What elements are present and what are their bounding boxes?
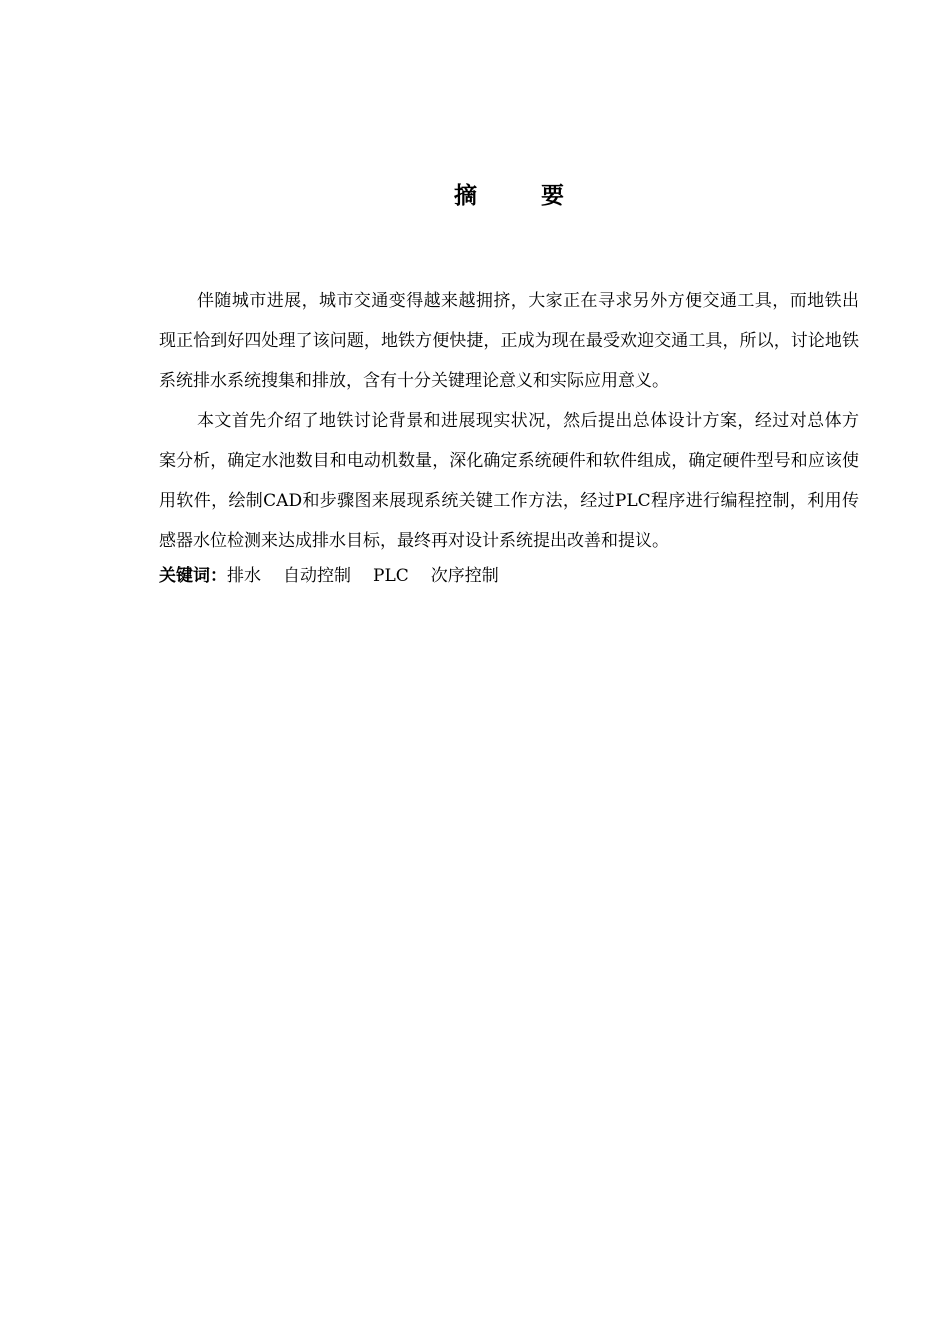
abstract-paragraph-1: 伴随城市进展，城市交通变得越来越拥挤，大家正在寻求另外方便交通工具，而地铁出现正恰到好四处理了该问题，地铁方便快捷，正成为现在最受欢迎交通工具，所以，讨论地铁系统排水系统搜集和排放，含有十分关键理论意义和实际应用意义。 [159,291,859,391]
keyword-item: PLC [373,566,409,586]
abstract-body [159,281,859,591]
keywords-line [159,561,859,591]
abstract-paragraph-2: 本文首先介绍了地铁讨论背景和进展现实状况，然后提出总体设计方案，经过对总体方案分析，确定水池数目和电动机数量，深化确定系统硬件和软件组成，确定硬件型号和应该使用软件，绘制CAD和步骤图来展现系统关键工作方法，经过PLC程序进行编程控制，利用传感器水位检测来达成排水目标，最终再对设计系统提出改善和提议。 [159,411,859,551]
keywords-label: 关键词： [159,566,227,586]
abstract-title: 摘 要 [453,183,592,209]
keyword-item: 排水 [227,566,261,586]
keyword-item: 自动控制 [283,566,351,586]
keyword-item: 次序控制 [430,566,499,586]
